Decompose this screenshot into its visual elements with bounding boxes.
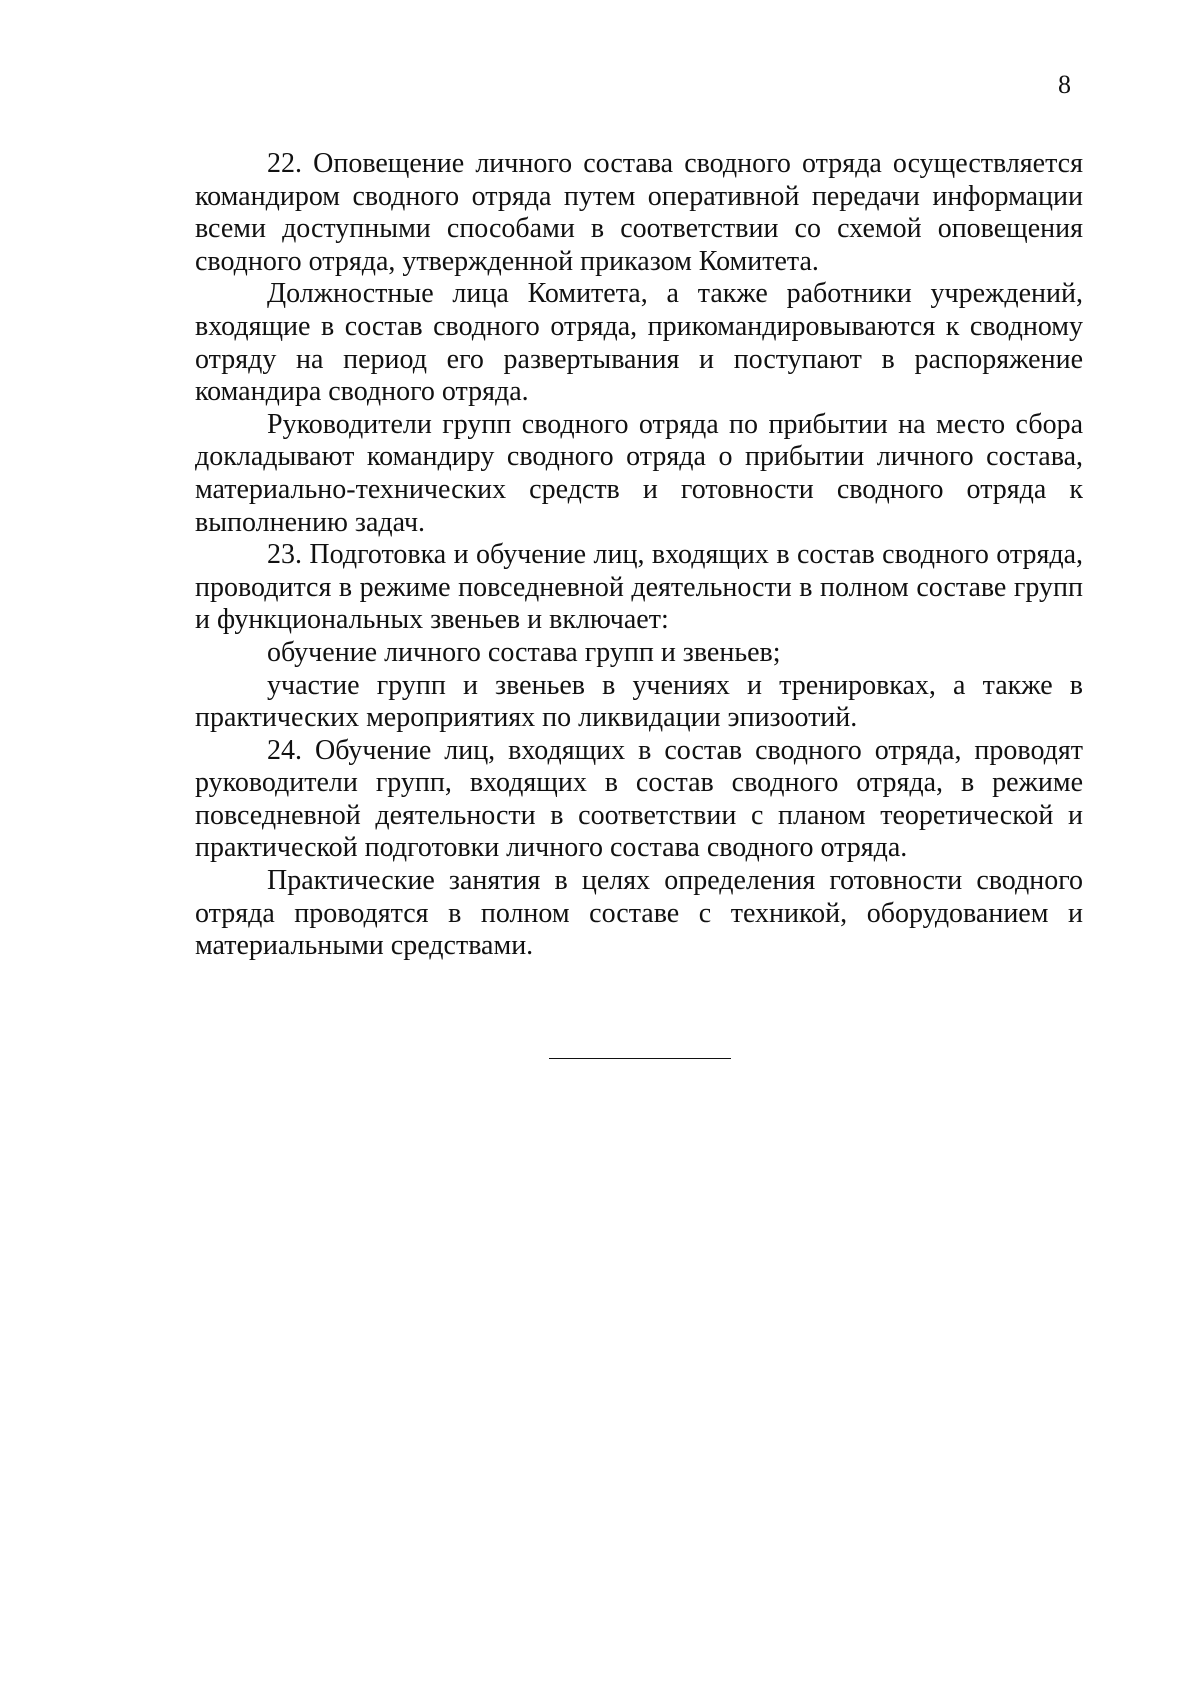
paragraph-exercises-participation: участие групп и звеньев в учениях и тренировках, а также в практических мероприятиях по ликвидации эпизоотий. (195, 669, 1083, 734)
end-of-document-rule (549, 1058, 731, 1059)
paragraph-training-personnel: обучение личного состава групп и звеньев; (267, 636, 781, 668)
paragraph-item-23-training: 23. Подготовка и обучение лиц, входящих в состав сводного отряда, проводится в режиме повседневной деятельности в полном составе групп и функциональных звеньев и включает: (195, 539, 1083, 636)
document-body (195, 148, 1083, 963)
paragraph-item-22-notification: 22. Оповещение личного состава сводного отряда осуществляется командиром сводного отряда путем оперативной передачи информации всеми доступными способами в соответствии со схемой оповещения сводного отряда, утвержденной приказом Комитета. (195, 148, 1083, 277)
paragraph-item-24-instruction: 24. Обучение лиц, входящих в состав сводного отряда, проводят руководители групп, входящих в состав сводного отряда, в режиме повседневной деятельности в соответствии с планом теоретической и практической подготовки личного состава сводного отряда. (195, 734, 1083, 864)
paragraph-officials-assignment: Должностные лица Комитета, а также работники учреждений, входящие в состав сводного отряда, прикомандировываются к сводному отряду на период его развертывания и поступают в распоряжение командира сводного отряда. (195, 278, 1083, 408)
paragraph-group-leaders-report: Руководители групп сводного отряда по прибытии на место сбора докладывают командиру сводного отряда о прибытии личного состава, материально-технических средств и готовности сводного отряда к выполнению задач. (195, 408, 1083, 538)
page-number: 8 (1058, 70, 1071, 99)
paragraph-practical-sessions: Практические занятия в целях определения готовности сводного отряда проводятся в полном составе с техникой, оборудованием и материальными средствами. (195, 865, 1083, 962)
